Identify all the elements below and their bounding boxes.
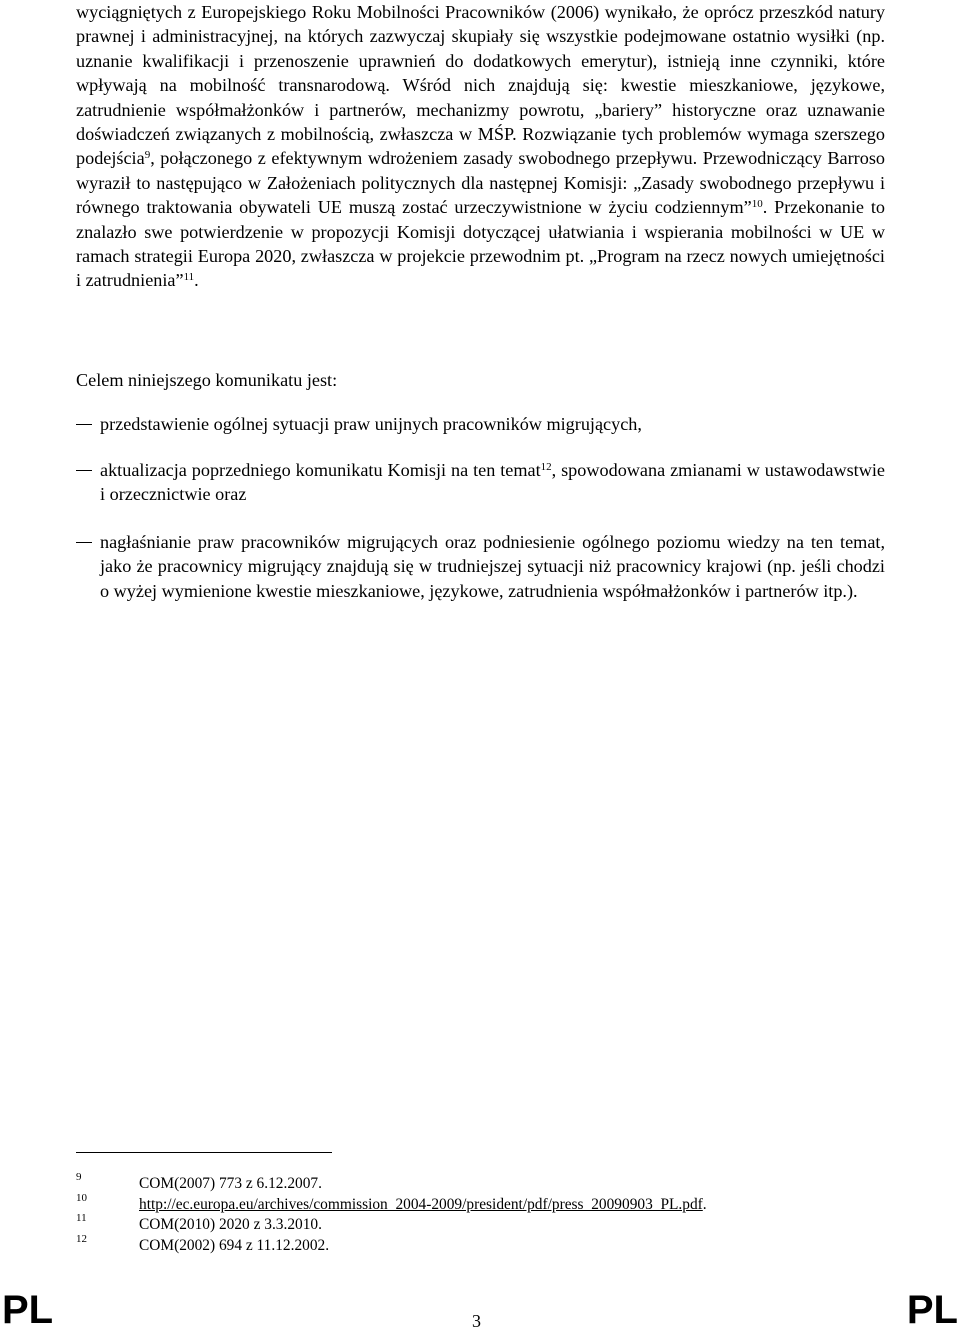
list-intro: Celem niniejszego komunikatu jest:: [76, 370, 338, 390]
footnote-text: COM(2007) 773 z 6.12.2007.: [139, 1175, 322, 1192]
body-paragraph: [76, 0, 885, 293]
list-item-text: nagłaśnianie praw pracowników migrujących oraz podniesienie ogólnego poziomu wiedzy na ten temat, jako że pracownicy migrujący znajdują się w trudniejszej sytuacji niż pracownicy krajowi (np. jeśli chodzi o wyżej wymienione kwestie mieszkaniowe, językowe, zatrudnienia współmałżonków i partnerów itp.).: [100, 532, 885, 601]
footnote-text: http://ec.europa.eu/archives/commission_2004-2009/president/pdf/press_20090903_PL.pdf.: [139, 1196, 707, 1213]
footnote-text: COM(2010) 2020 z 3.3.2010.: [139, 1216, 322, 1233]
page-number: 3: [472, 1311, 481, 1331]
footnote-number: 10: [76, 1192, 87, 1204]
footnote-number: 9: [76, 1171, 82, 1183]
footnote-link[interactable]: http://ec.europa.eu/archives/commission_2004-2009/president/pdf/press_20090903_PL.pdf: [139, 1196, 703, 1213]
paragraph-text: . Przekonanie to znalazło swe potwierdzenie w propozycji Komisji dotyczącej ułatwiania i wspierania mobilności w UE w ramach strategii Europa 2020, zwłaszcza w projekcie przewodnim pt. „Program na rzecz nowych umiejętności i zatrudnienia”: [76, 197, 885, 291]
paragraph-text: wyciągniętych z Europejskiego Roku Mobilności Pracowników (2006) wynikało, że oprócz przeszkód natury prawnej i administracyjnej, na których zazwyczaj skupiały się wszystkie podejmowane ostatnio wysiłki (np. uznanie kwalifikacji i przenoszenie uprawnień do dodatkowych emerytur), istnieją inne czynniki, które wpływają na mobilność transnarodową. Wśród nich znajdują się: kwestie mieszkaniowe, językowe, zatrudnienie współmałżonków i partnerów, mechanizmy powrotu, „bariery” historyczne oraz uznawanie doświadczeń związanych z mobilnością, zwłaszcza w MŚP. Rozwiązanie tych problemów wymaga szerszego podejścia: [76, 2, 885, 169]
list-item-text: przedstawienie ogólnej sytuacji praw unijnych pracowników migrujących,: [100, 414, 642, 434]
footnote-ref-12[interactable]: 12: [540, 461, 552, 473]
footnote-number: 12: [76, 1233, 87, 1245]
list-item: [76, 412, 885, 436]
footnote-ref-10[interactable]: 10: [751, 198, 763, 211]
language-code-left: PL: [2, 1288, 54, 1332]
language-code-right: PL: [906, 1288, 958, 1332]
paragraph-text: .: [194, 270, 199, 291]
footnote-number: 11: [76, 1212, 87, 1224]
footnote-ref-11[interactable]: 11: [183, 271, 195, 284]
footnote-ref-9[interactable]: 9: [144, 149, 151, 162]
list-item-text: aktualizacja poprzedniego komunikatu Komisji na ten temat$^{12}$, spowodowana zmianami w ustawodawstwie i orzecznictwie oraz: [100, 460, 885, 505]
footnote-separator: [76, 1152, 332, 1153]
list-item: [76, 530, 885, 603]
list-item: [76, 458, 885, 507]
paragraph-text: , połączonego z efektywnym wdrożeniem zasady swobodnego przepływu. Przewodniczący Barroso wyraził to następująco w Założeniach politycznych dla następnej Komisji: „Zasady swobodnego przepływu i równego traktowania obywateli UE muszą zostać urzeczywistnione w życiu codziennym”: [76, 148, 885, 218]
footnote-text: COM(2002) 694 z 11.12.2002.: [139, 1237, 330, 1254]
